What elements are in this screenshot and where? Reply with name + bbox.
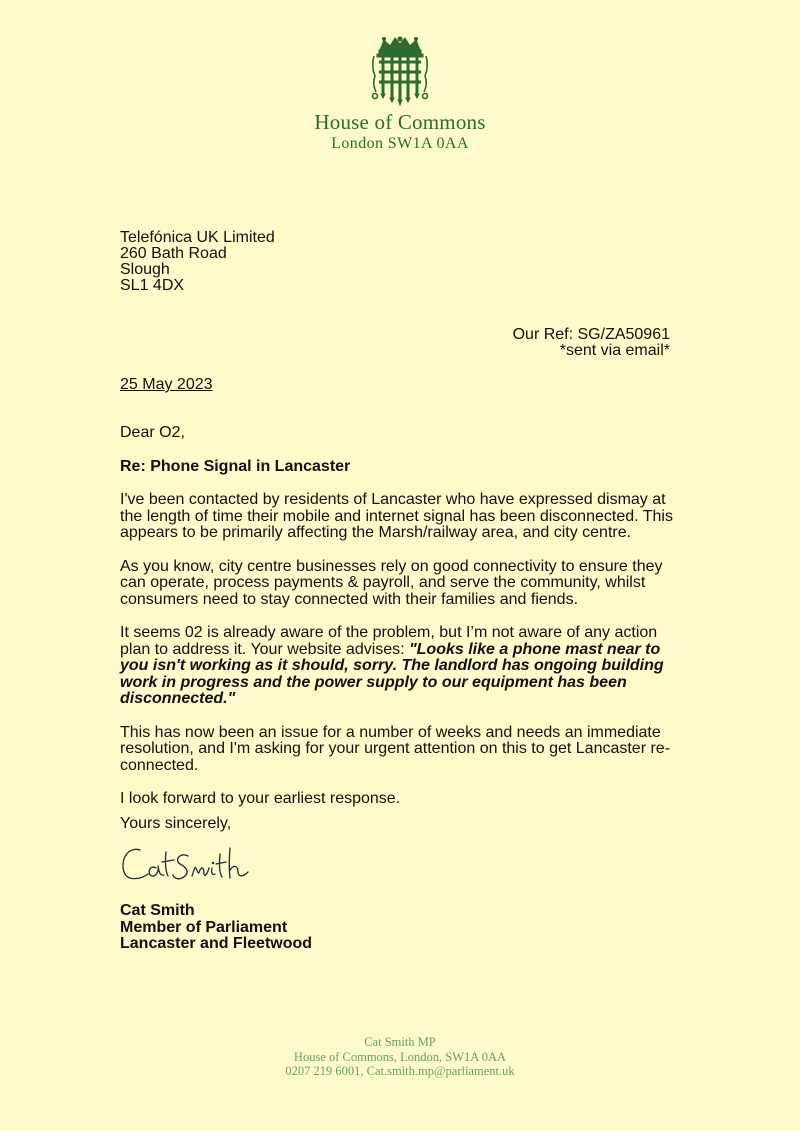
paragraph: I've been contacted by residents of Lancaster who have expressed dismay at the length of time their mobile and internet signal has been disconnected. This appears to be primarily affecting the Marsh/railway area, and city centre. (120, 491, 673, 541)
delivery-note: *sent via email* (559, 342, 670, 359)
footer-contact: 0207 219 6001, Cat.smith.mp@parliament.uk (285, 1064, 515, 1078)
closing: Yours sincerely, (120, 815, 232, 832)
recipient-line: 260 Bath Road (120, 245, 227, 262)
paragraph: I look forward to your earliest response. (120, 790, 401, 807)
reference-block (513, 327, 670, 359)
recipient-line: SL1 4DX (120, 277, 185, 294)
organisation-address: London SW1A 0AA (331, 135, 469, 152)
portcullis-icon (370, 36, 430, 108)
salutation: Dear O2, (120, 424, 185, 441)
recipient-line: Slough (120, 261, 170, 278)
subject-line: Re: Phone Signal in Lancaster (120, 457, 351, 475)
website-quote: "Looks like a phone mast near to you isn't working as it should, sorry. The landlord has ongoing building work in progress and the power supply to our equipment has been disconnected." (120, 640, 664, 707)
our-reference: Our Ref: SG/ZA50961 (512, 326, 670, 343)
footer-address: House of Commons, London, SW1A 0AA (293, 1049, 507, 1064)
signatory-name: Cat Smith (120, 902, 195, 919)
letter-body (120, 425, 685, 825)
paragraph: This has now been an issue for a number of weeks and needs an immediate resolution, and I'm asking for your urgent attention on this to get Lancaster re-connected. (120, 723, 671, 774)
paragraph: As you know, city centre businesses rely on good connectivity to ensure they can operate, process payments & payroll, and serve the community, whilst consumers need to stay connected with their families and fiends. (120, 557, 663, 608)
footer-name: Cat Smith MP (364, 1035, 436, 1049)
handwritten-signature (118, 838, 258, 888)
footer (0, 1035, 800, 1079)
organisation-name: House of Commons (314, 110, 486, 134)
signatory-constituency: Lancaster and Fleetwood (120, 935, 313, 952)
paragraph-lead: It seems 02 is already aware of the problem, but I’m not aware of any action plan to address it. Your website advises: (120, 624, 658, 658)
letter-date: 25 May 2023 (120, 376, 213, 393)
recipient-line: Telefónica UK Limited (120, 229, 275, 246)
signatory-block (120, 903, 312, 953)
signatory-title: Member of Parliament (120, 918, 288, 936)
paragraph (120, 625, 685, 708)
letterhead (0, 36, 800, 153)
recipient-address (120, 230, 275, 294)
